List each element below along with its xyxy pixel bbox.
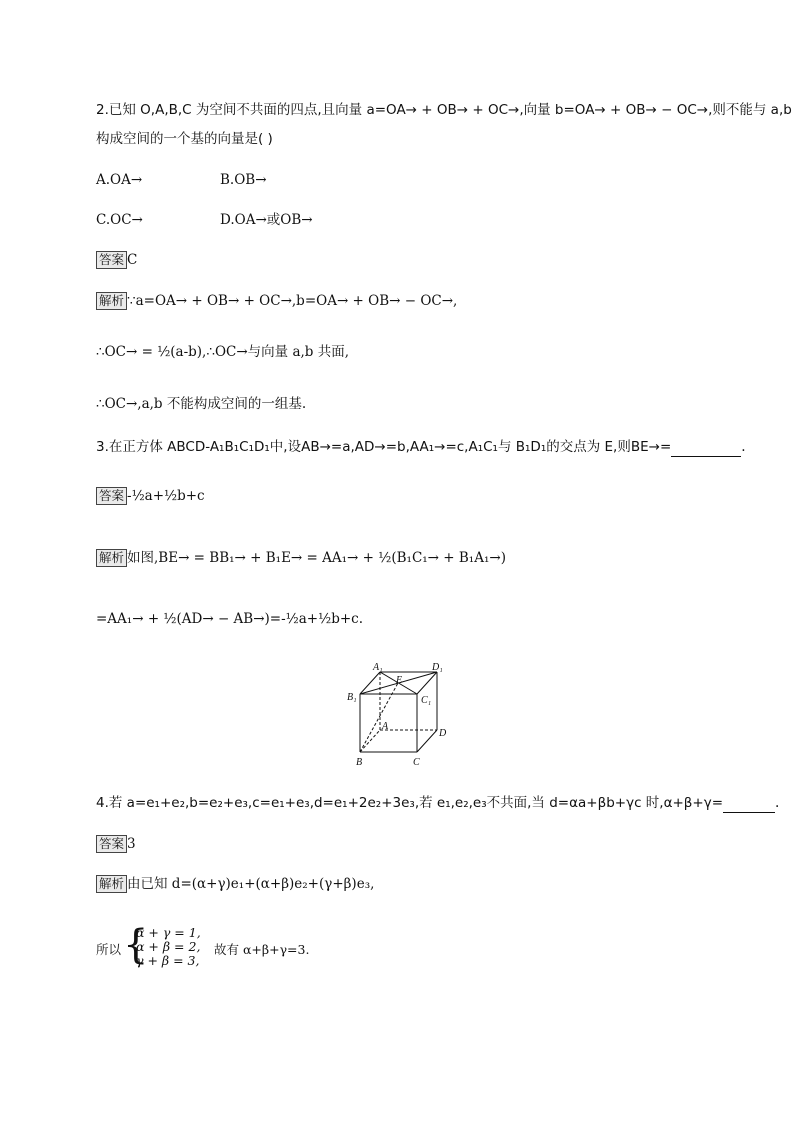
q4-analysis-tag: 解析: [96, 875, 127, 893]
q3-answer-tag: 答案: [96, 487, 127, 505]
q2-option-a-value: OA→: [110, 172, 143, 188]
q2-option-b-value: OB→: [234, 172, 267, 188]
label-d1: D₁: [432, 662, 443, 673]
q2-option-d-label: D.: [220, 212, 235, 228]
q2-option-d-value: OA→或OB→: [234, 212, 313, 228]
q3-analysis-row: [96, 548, 506, 568]
q2-option-a-label: A.: [96, 172, 111, 188]
label-d: D: [439, 728, 447, 739]
q4-answer: 3: [127, 836, 136, 852]
q3-analysis-line2: =AA₁→ + ½(AD→ − AB→)=-½a+½b+c.: [96, 611, 364, 627]
q4-answer-blank: [723, 812, 775, 813]
label-c1: C₁: [421, 695, 432, 706]
q2-option-b: [220, 170, 267, 190]
segment-b-e: [360, 683, 398, 752]
q3-stem-row: [96, 437, 746, 457]
cube-figure: [342, 660, 452, 770]
q2-stem-line1: 2.已知 O,A,B,C 为空间不共面的四点,且向量 a=OA→ + OB→ + OC→,向量 b=OA→ + OB→ − OC→,则不能与 a,b: [96, 102, 792, 118]
q3-stem: 3.在正方体 ABCD-A₁B₁C₁D₁中,设AB→=a,AD→=b,AA₁→=c,A₁C₁与 B₁D₁的交点为 E,则BE→=: [96, 439, 672, 455]
q2-option-c: [96, 210, 143, 230]
label-a: A: [382, 721, 389, 732]
q2-answer: C: [127, 252, 138, 268]
q3-analysis-tag: 解析: [96, 549, 127, 567]
q2-option-b-label: B.: [220, 172, 235, 188]
q2-stem-line2: 构成空间的一个基的向量是( ): [96, 131, 273, 147]
q4-system-eq3: γ + β = 3,: [136, 953, 200, 968]
q2-analysis-row: [96, 291, 457, 311]
q3-answer-row: [96, 486, 205, 506]
label-e: E: [396, 675, 403, 686]
q4-answer-tag: 答案: [96, 835, 127, 853]
label-b1: B₁: [347, 692, 357, 703]
label-c: C: [413, 757, 420, 768]
q4-system-prefix: 所以: [96, 942, 122, 957]
q2-answer-tag: 答案: [96, 251, 127, 269]
q4-stem-row: [96, 793, 779, 813]
q4-stem-end: .: [775, 795, 780, 811]
q3-answer-blank: [671, 456, 741, 457]
q4-system-eq2: α + β = 2,: [136, 939, 201, 954]
q4-analysis-line1: 由已知 d=(α+γ)e₁+(α+β)e₂+(γ+β)e₃,: [127, 876, 375, 892]
q2-analysis-line1: ∵a=OA→ + OB→ + OC→,b=OA→ + OB→ − OC→,: [127, 293, 458, 309]
q3-analysis-line1: 如图,BE→ = BB₁→ + B₁E→ = AA₁→ + ½(B₁C₁→ + B₁A₁→): [127, 550, 506, 566]
q4-system-eq1: α + γ = 1,: [136, 925, 201, 940]
q2-analysis-tag: 解析: [96, 292, 127, 310]
q2-answer-row: [96, 250, 137, 270]
q4-answer-row: [96, 834, 136, 854]
label-b: B: [356, 757, 363, 768]
q4-analysis-row: [96, 874, 374, 894]
brace-icon: {: [123, 922, 149, 968]
label-a1: A₁: [373, 662, 383, 673]
q3-stem-end: .: [741, 439, 746, 455]
q2-analysis-line3: ∴OC→,a,b 不能构成空间的一组基.: [96, 396, 307, 412]
q3-answer: -½a+½b+c: [127, 488, 205, 504]
q2-option-c-label: C.: [96, 212, 111, 228]
q2-analysis-line2: ∴OC→ = ½(a-b),∴OC→与向量 a,b 共面,: [96, 344, 350, 360]
edge-c-d: [417, 730, 437, 752]
q4-stem: 4.若 a=e₁+e₂,b=e₂+e₃,c=e₁+e₃,d=e₁+2e₂+3e₃,若 e₁,e₂,e₃不共面,当 d=αa+βb+γc 时,α+β+γ=: [96, 795, 724, 811]
q4-system-result: 故有 α+β+γ=3.: [214, 942, 310, 957]
q2-option-c-value: OC→: [110, 212, 143, 228]
q2-option-a: [96, 170, 142, 190]
q2-option-d: [220, 210, 313, 230]
